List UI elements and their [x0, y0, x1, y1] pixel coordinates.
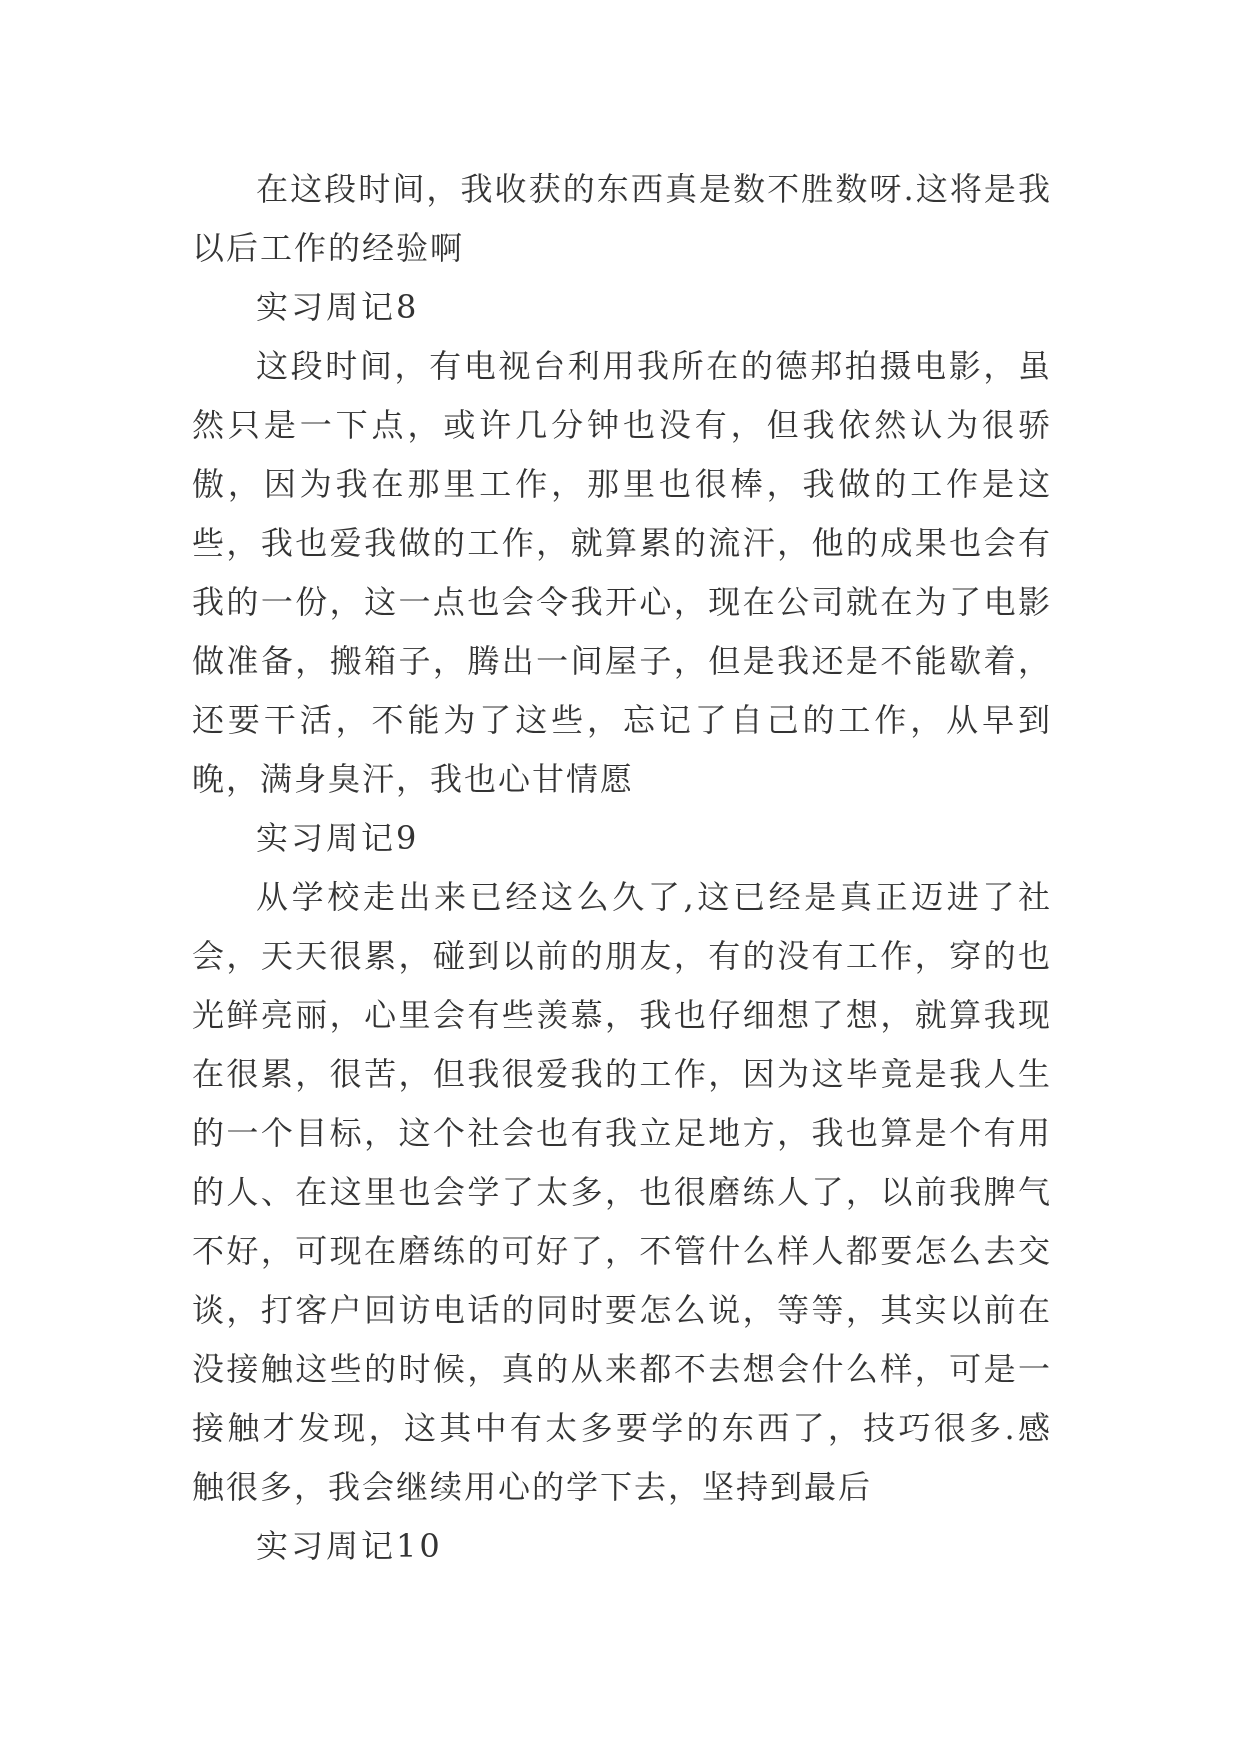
heading-week-8: 实习周记8: [256, 288, 420, 326]
paragraph-week-9: 从学校走出来已经这么久了,这已经是真正迈进了社会，天天很累，碰到以前的朋友，有的没有工作，穿的也光鲜亮丽，心里会有些羡慕，我也仔细想了想，就算我现在很累，很苦，但我很爱我的工作，因为这毕竟是我人生的一个目标，这个社会也有我立足地方，我也算是个有用的人、在这里也会学了太多，也很磨练人了，以前我脾气不好，可现在磨练的可好了，不管什么样人都要怎么去交谈，打客户回访电话的同时要怎么说，等等，其实以前在没接触这些的时候，真的从来都不去想会什么样，可是一接触才发现，这其中有太多要学的东西了，技巧很多.感触很多，我会继续用心的学下去，坚持到最后: [192, 878, 1052, 1506]
heading-week-10: 实习周记10: [256, 1527, 443, 1565]
heading-week-9: 实习周记9: [256, 819, 420, 857]
paragraph-intro: 在这段时间，我收获的东西真是数不胜数呀.这将是我以后工作的经验啊: [192, 170, 1052, 267]
document-page: [192, 160, 1052, 1576]
paragraph-week-8: 这段时间，有电视台利用我所在的德邦拍摄电影，虽然只是一下点，或许几分钟也没有，但我依然认为很骄傲，因为我在那里工作，那里也很棒，我做的工作是这些，我也爱我做的工作，就算累的流汗，他的成果也会有我的一份，这一点也会令我开心，现在公司就在为了电影做准备，搬箱子，腾出一间屋子，但是我还是不能歇着，还要干活，不能为了这些，忘记了自己的工作，从早到晚，满身臭汗，我也心甘情愿: [192, 347, 1052, 798]
